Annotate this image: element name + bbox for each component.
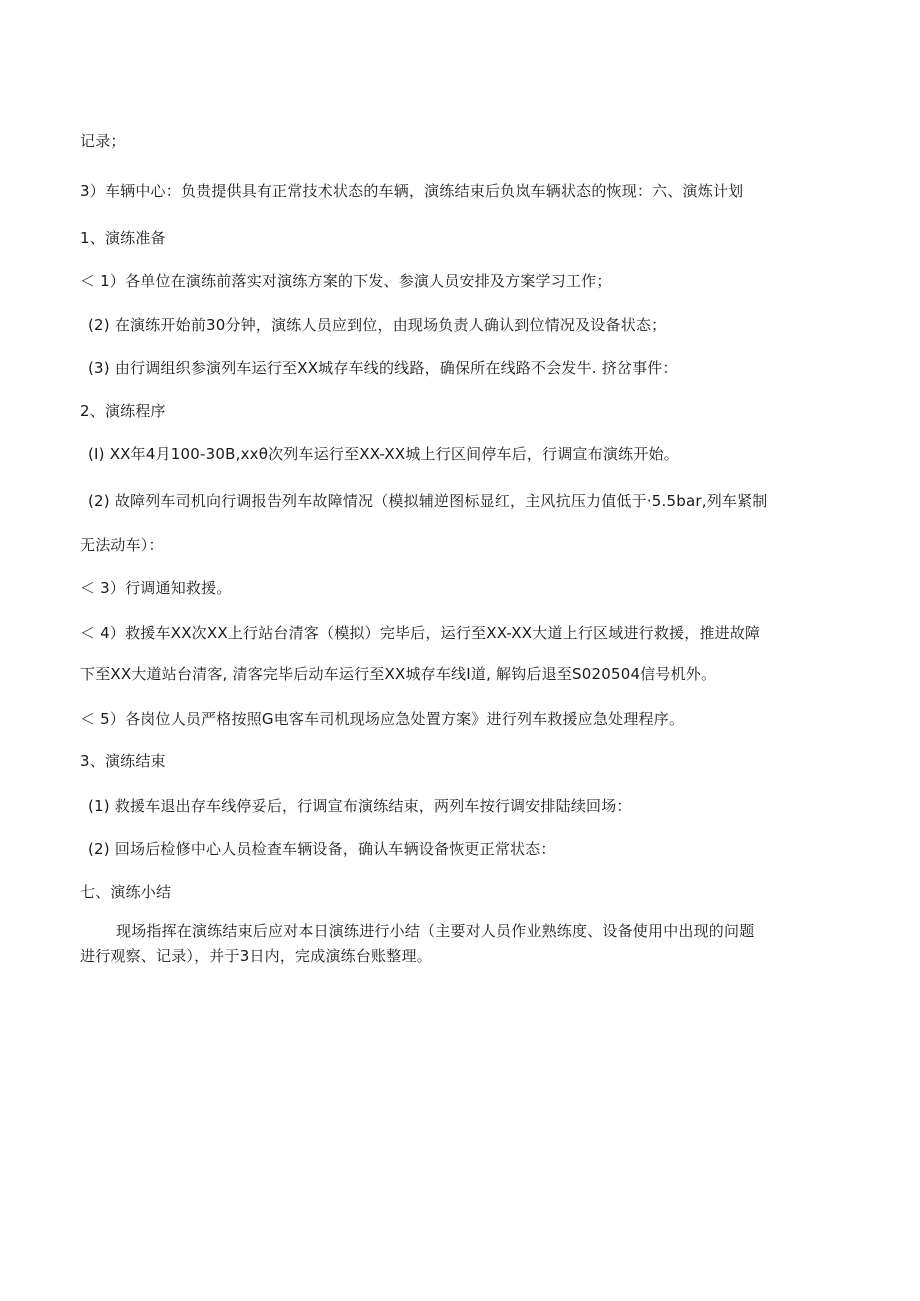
text-line-11: ＜ 3）行调通知救援。: [80, 579, 232, 597]
section-heading-2: 2、演练程序: [80, 402, 166, 420]
section-heading-3: 3、演练结束: [80, 752, 166, 770]
text-line-16: (1) 救援车退出存车线停妥后，行调宣布演练结束，两列车按行调安排陆续回场：: [88, 797, 632, 815]
text-line-12: ＜ 4）救援车XX次XX上行站台清客（模拟）完毕后，运行至XX-XX大道上行区域进行救援，推进故障: [80, 624, 761, 642]
text-line-17: (2) 回场后检修中心人员检查车辆设备，确认车辆设备恢更正常状态：: [88, 840, 556, 858]
text-line-2: 3）车辆中心：负贵提供具有正常技术状态的车辆，演练结束后负岚车辆状态的恢现：六、演炼计划: [80, 182, 744, 200]
section-heading-4: 七、演练小结: [80, 883, 172, 901]
text-line-10: 无法动车）：: [80, 536, 164, 554]
section-heading-1: 1、演练准备: [80, 229, 166, 247]
text-line-9: (2) 故障列车司机向行调报告列车故障情况（模拟辅逆图标显红，主风抗压力值低于·5.5bar,列车紧制: [88, 492, 768, 510]
text-line-13: 下至XX大道站台清客, 清客完毕后动车运行至XX城存车线I道, 解钩后退至S020504信号机外。: [80, 665, 717, 683]
text-line-20: 进行观察、记录），并于3日内，完成演练台账整理。: [80, 947, 432, 965]
text-line-14: ＜ 5）各岗位人员严格按照G电客车司机现场应急处置方案》进行列车救援应急处理程序。: [80, 710, 685, 728]
text-line-8: (I) XX年4月100-30B,xxθ次列车运行至XX-XX城上行区间停车后，行调宣布演练开始。: [88, 445, 679, 463]
text-line-6: (3) 由行调组织参演列车运行至XX城存车线的线路，确保所在线路不会发牛. 挤岔事件：: [88, 359, 678, 377]
text-line-1: 记录；: [80, 132, 126, 150]
text-line-19: 现场指挥在演练结束后应对本日演练进行小结（主要对人员作业熟练度、设备使用中出现的问题: [116, 922, 755, 940]
text-line-4: ＜ 1）各单位在演练前落实对演练方案的下发、参演人员安排及方案学习工作；: [80, 272, 612, 290]
text-line-5: (2) 在演练开始前30分钟，演练人员应到位，由现场负责人确认到位情况及设备状态；: [88, 316, 667, 334]
